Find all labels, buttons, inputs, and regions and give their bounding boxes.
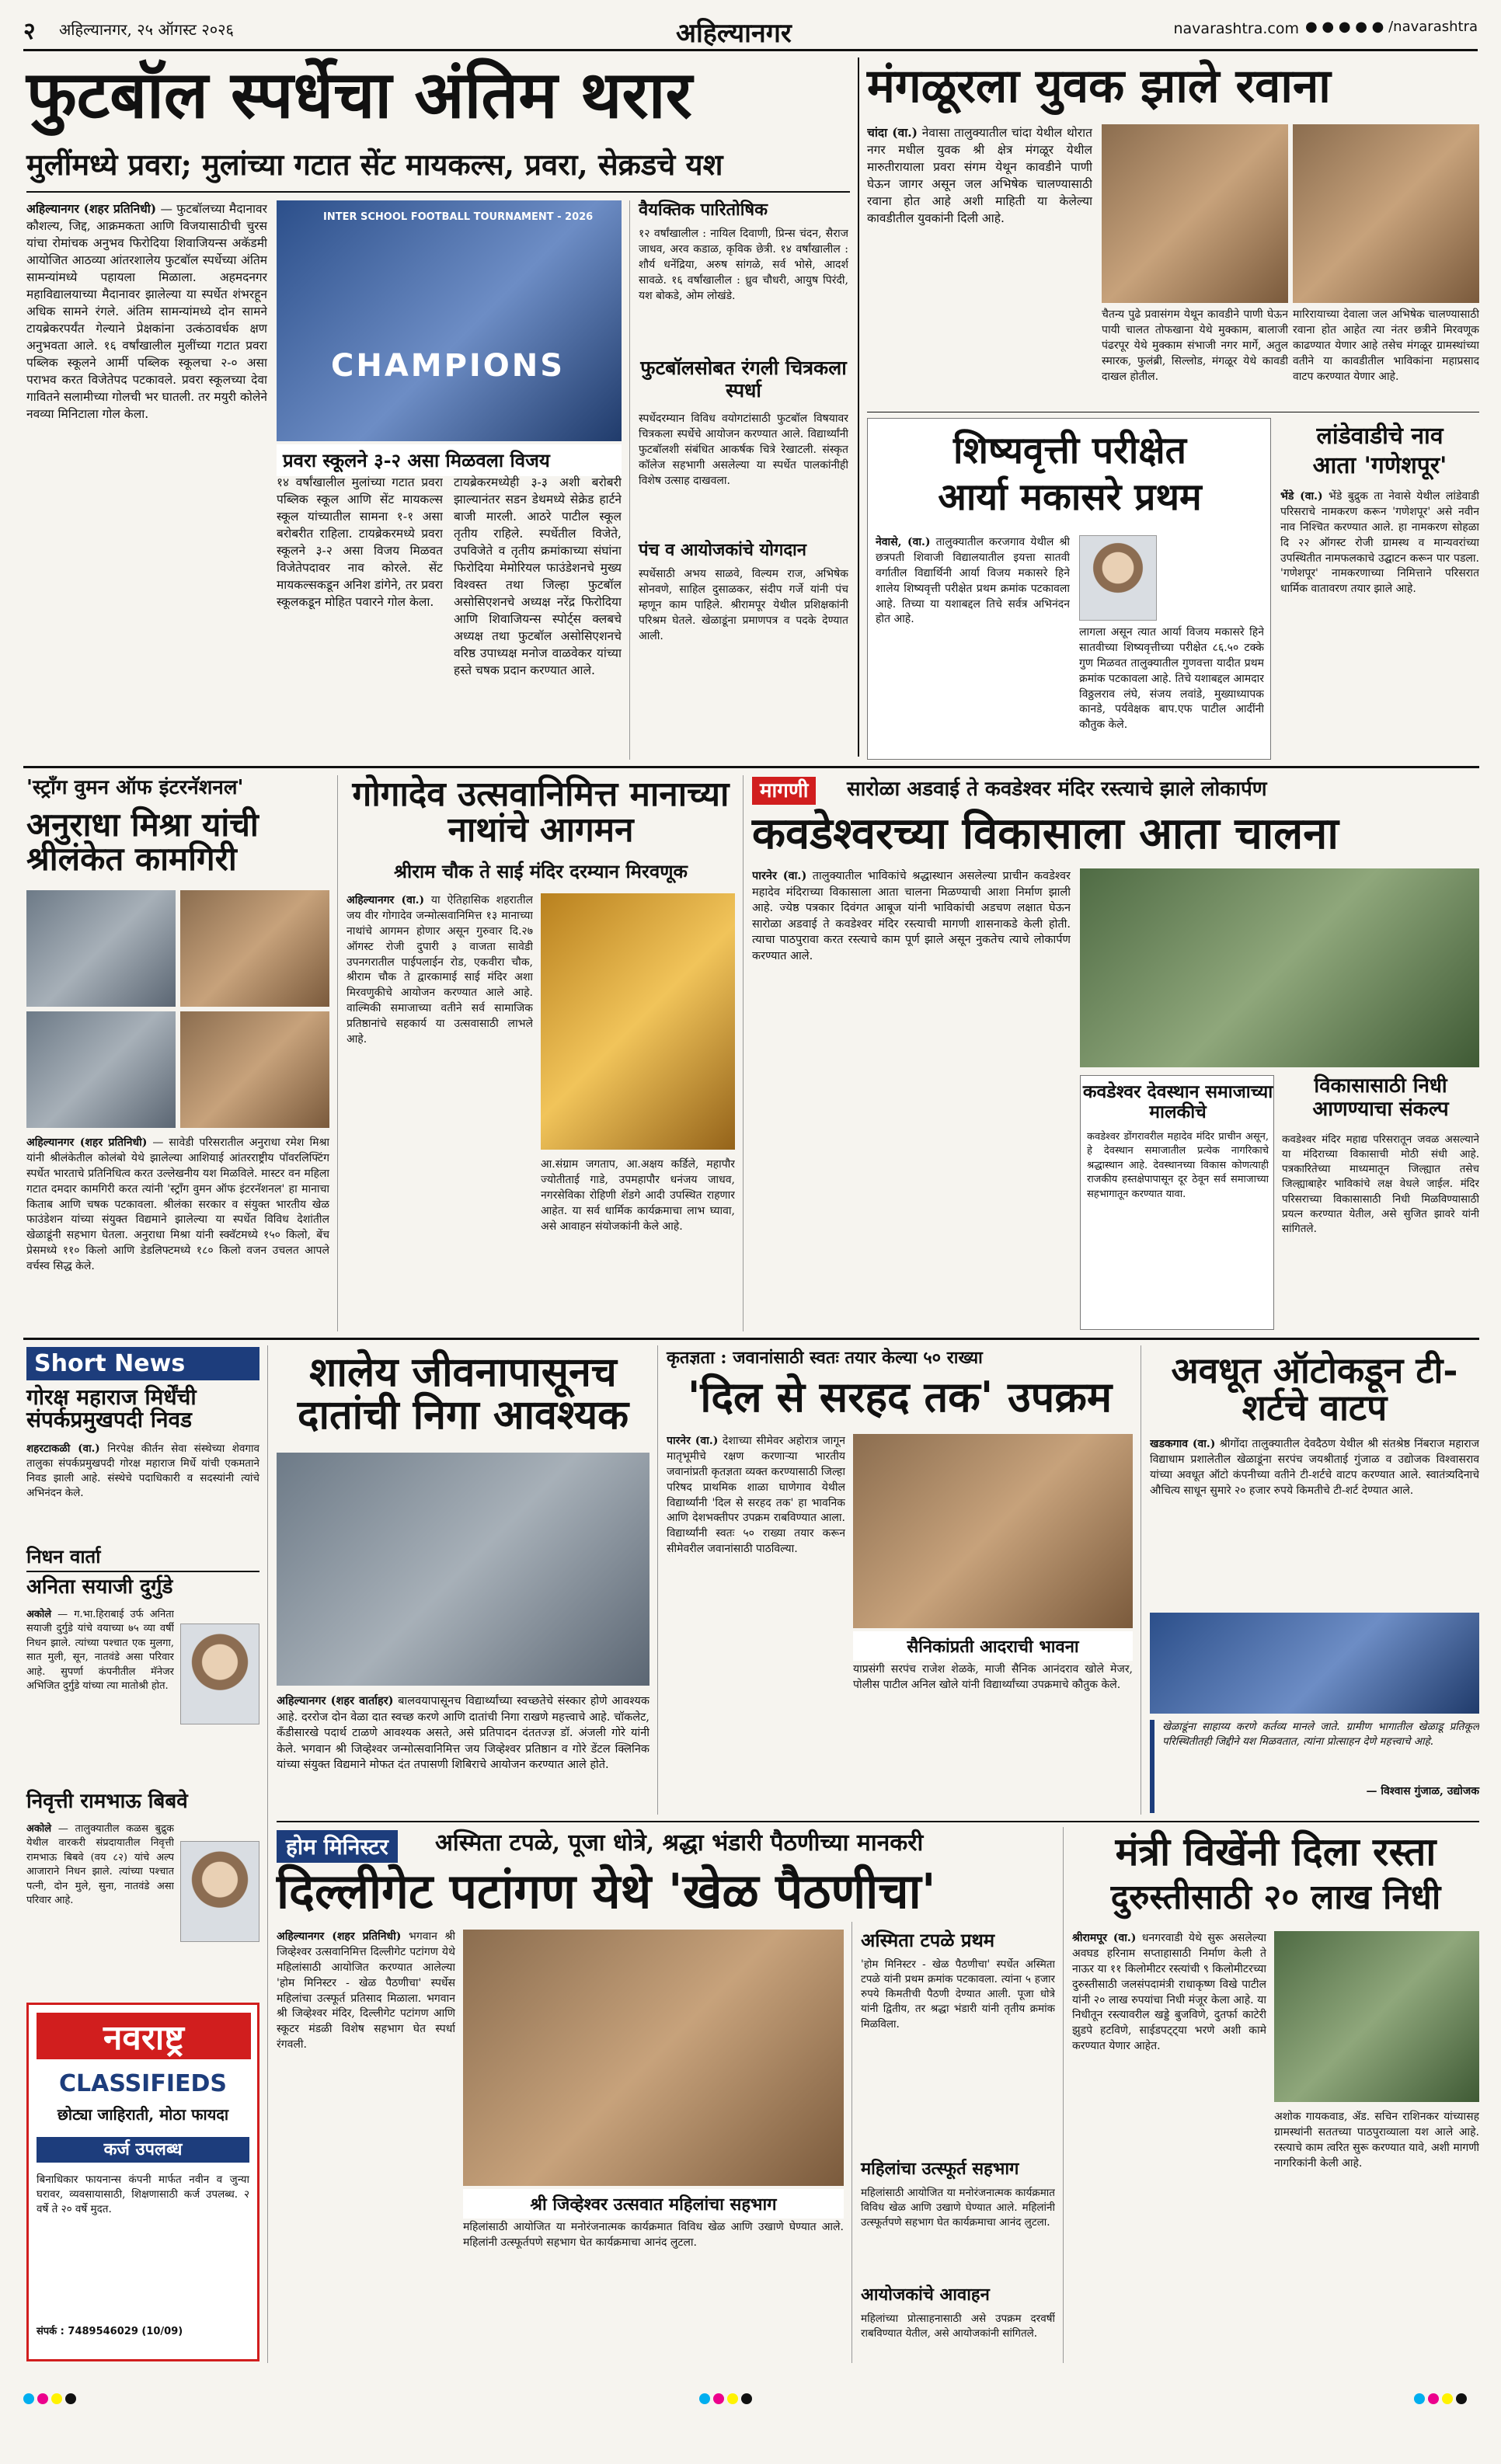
anuradha-photo-2 xyxy=(180,890,329,1007)
football-caption: प्रवरा स्कूलने ३-२ असा मिळवला विजय xyxy=(277,444,622,476)
page-number: २ xyxy=(23,18,36,45)
road-headline: मंत्री विखेंनी दिला रस्ता xyxy=(1115,1829,1437,1874)
awards-body: १२ वर्षांखालील : नायिल दिवाणी, प्रिन्स चंदन, सैराज जाधव, अरव कडाळ, कृविक छेत्री. १४ वर्षांखालील : शौर्य धनेंद्रिया, अरुष सांगळे, सर्व भोसे, आदर्श सावळे. १६ वर्षांखालील : ध्रुव चौधरी, आयुष पिरंदी, यश बोकडे, ओम लोखंडे. xyxy=(639,228,848,302)
divider xyxy=(337,775,338,1331)
mangalur-body-1: चांदा (वा.) नेवासा तालुक्यातील चांदा येथील थोरात नगर मधील युवक श्री क्षेत्र मंगळूर येथील मारुतीरायाला प्रवरा संगम येथून कावडीने पाणी घेऊन जागर असून जल अभिषेक चालण्यासाठी रवाना होत आहे अशी माहिती या केलेल्या कावडीतील युवकांनी दिली आहे. xyxy=(867,125,1092,225)
scholarship-headline-2: आर्या मकासरे प्रथम xyxy=(938,475,1202,519)
landewadi-headline-1: लांडेवाडीचे नाव xyxy=(1316,423,1444,450)
tshirt-quote-text: खेळाडूंना साहाय्य करणे कर्तव्य मानले जाते. ग्रामीण भागातील खेळाडू प्रतिकूल परिस्थितीतही जिद्दीने यश मिळवतात, त्यांना प्रोत्साहन देणे महत्त्वाचे आहे. xyxy=(1162,1721,1479,1749)
obituary-portrait-2 xyxy=(180,1841,259,1942)
football-body-2: १४ वर्षांखालील मुलांच्या गटात प्रवरा पब्लिक स्कूल आणि सेंट मायकल्स स्कूल यांच्यातील सामना १-१ असा बरोबरीत राहिला. टायब्रेकरमध्ये प्रवरा स्कूलने ३-२ असा विजय मिळवत विजेतेपदावर नाव कोरले. सेंट मायकल्सकडून अनिश डांगेने, तर प्रवरा स्कूलकडून मोहित पवारने गोल केला. xyxy=(277,475,443,609)
divider xyxy=(629,200,630,760)
mangalur-photo-2 xyxy=(1293,124,1479,303)
divider xyxy=(743,775,744,1331)
classifieds-box xyxy=(26,2003,259,2361)
road-photo xyxy=(1274,1931,1479,2102)
scholarship-portrait xyxy=(1079,535,1157,621)
classifieds-body: बिनाधिकार फायनान्स कंपनी मार्फत नवीन व जुन्या घरावर, व्यवसायासाठी, शिक्षणासाठी कर्ज उपलब्ध. २ वर्षे ते २० वर्षे मुदत. xyxy=(37,2173,249,2216)
obituary-name-2: निवृत्ती रामभाऊ बिबवे xyxy=(26,1790,188,1813)
appeal-body: महिलांच्या प्रोत्साहनासाठी असे उपक्रम दरवर्षी राबविण्यात येतील, असे आयोजकांनी सांगितले. xyxy=(861,2313,1055,2340)
fund-title: विकासासाठी निधी आणण्याचा संकल्प xyxy=(1312,1074,1449,1121)
temple-ownership-title: कवडेश्वर देवस्थान समाजाच्या मालकीचे xyxy=(1082,1081,1273,1123)
mangalur-photo-1 xyxy=(1102,124,1288,303)
obituary-body-2: अकोले — तालुक्यातील कळस बुद्रुक येथील वारकरी संप्रदायातील निवृत्ती रामभाऊ बिबवे (वय ८२) यांचे अल्प आजाराने निधन झाले. त्यांच्या पश्चात पत्नी, दोन मुले, सुना, नातवंडे असा परिवार आहे. xyxy=(26,1823,174,1907)
home-minister-body: अहिल्यानगर (शहर प्रतिनिधी) भगवान श्री जिव्हेश्वर उत्सवानिमित्त दिल्लीगेट पटांगण येथे महिलांसाठी आयोजित करण्यात आलेल्या 'होम मिनिस्टर - खेळ पैठणीचा' स्पर्धेस महिलांचा उत्स्फूर्त प्रतिसाद मिळाला. भगवान श्री जिव्हेश्वर मंदिर, दिल्लीगेट पटांगण आणि स्कूटर मंडळी विशेष सहभाग घेत स्पर्धा रंगवली. xyxy=(277,1930,455,2052)
tshirt-body: खडकगाव (वा.) श्रीगोंदा तालुक्यातील देवदैठण येथील श्री संतश्रेष्ठ निंबराज महाराज विद्याधाम प्रशालेतील खेळाडूंना सरपंच जयश्रीताई गुंजाळ व उद्योजक विश्वासराव यांच्या अवधूत ऑटो कंपनीच्या वतीने टी-शर्टचे वाटप करण्यात आले. स्वातंत्र्यदिनाचे औचित्य साधून सुमारे २० हजार रुपये किमतीचे टी-शर्ट देण्यात आले. xyxy=(1150,1438,1479,1497)
scholarship-headline-1: शिष्यवृत्ती परीक्षेत xyxy=(952,429,1187,472)
obituary-body-1: अकोले — ग.भा.हिराबाई उर्फ अनिता सयाजी दुर्गुडे यांचे वयाच्या ७५ व्या वर्षी निधन झाले. त्यांच्या पश्चात एक मुलगा, सात मुली, सून, नातवंडे असा परिवार आहे. सुपर्णा कंपनीतील मॅनेजर अभिजित दुर्गुडे यांच्या त्या मातोश्री होत. xyxy=(26,1609,174,1693)
home-minister-body-2: महिलांसाठी आयोजित या मनोरंजनात्मक कार्यक्रमात विविध खेळ आणि उखाणे घेण्यात आले. महिलांनी उत्स्फूर्तपणे सहभाग घेत कार्यक्रमाचा आनंद लुटला. xyxy=(463,2221,844,2249)
football-body-3: टायब्रेकरमध्येही ३-३ अशी बरोबरी झाल्यानंतर सडन डेथमध्ये सेक्रेड हार्टने बाजी मारली. आठरे पाटील स्कूल तृतीय राहिले. स्पर्धेतील विजेते, उपविजेते व तृतीय क्रमांकाच्या संघांना फिरोदिया मेमोरियल फाउंडेशनचे मुख्य विश्वस्त तथा जिल्हा फुटबॉल असोसिएशनचे अध्यक्ष नरेंद्र फिरोदिया आणि शिवाजियन्स स्पोर्ट्स क्लबचे अध्यक्ष तथा फुटबॉल असोसिएशनचे वरिष्ठ उपाध्यक्ष मनोज वाळवेकर यांच्या हस्ते चषक प्रदान करण्यात आले. xyxy=(454,475,622,677)
divider xyxy=(267,1345,268,2363)
tshirt-photo xyxy=(1150,1613,1479,1714)
school-photo xyxy=(277,1453,650,1686)
scholarship-body-2: लागला असून त्यात आर्या विजय मकासरे हिने सातवीच्या शिष्यवृत्तीच्या परीक्षेत ८६.५० टक्के गुण मिळवत तालुक्यातील गुणवत्ता यादीत प्रथम क्रमांक पटकावला आहे. तिचे यशाबद्दल आमदार विठ्ठलराव लंघे, संजय लवांडे, मुख्याध्यापक कानडे, पर्यवेक्षक बाप.एफ पाटील आदींनी कौतुक केले. xyxy=(1079,626,1264,732)
kawadeshwar-headline: कवडेश्वरच्या विकासाला आता चालना xyxy=(752,808,1339,859)
registration-marks xyxy=(1414,2393,1470,2407)
football-subhead: मुलींमध्ये प्रवरा; मुलांच्या गटात सेंट मायकल्स, प्रवरा, सेक्रडचे यश xyxy=(26,147,723,182)
participation-body: महिलांसाठी आयोजित या मनोरंजनात्मक कार्यक्रमात विविध खेळ आणि उखाणे घेण्यात आले. महिलांनी उत्स्फूर्तपणे सहभाग घेत कार्यक्रमाचा आनंद लुटला. xyxy=(861,2187,1055,2229)
scholarship-box xyxy=(867,418,1271,760)
home-minister-tag: होम मिनिस्टर xyxy=(277,1830,398,1863)
gogadev-body: अहिल्यानगर (वा.) या ऐतिहासिक शहरातील जय वीर गोगादेव जन्मोत्सवानिमित्त १३ मानाच्या नाथांचे आगमन होणार असून गुरुवार दि.२७ ऑगस्ट रोजी दुपारी ३ वाजता सावेडी उपनगरातील पाईपलाईन रोड, एकवीरा चौक, श्रीराम चौक ते द्वारकामाई साई मंदिर अशा मिरवणुकीचे आयोजन करण्यात आले आहे. वाल्मिकी समाजाच्या वतीने सर्व सामाजिक प्रतिष्ठानांचे सहकार्य या उत्सवासाठी लाभले आहे. xyxy=(347,894,533,1046)
section-divider xyxy=(277,1821,1479,1822)
scholarship-body-1: नेवासे, (वा.) तालुक्यातील करजगाव येथील श्री छत्रपती शिवाजी विद्यालयातील इयत्ता सातवी वर्गातील विद्यार्थिनी आर्या विजय मकासरे हिने शालेय शिष्यवृत्ती परीक्षेत प्रथम क्रमांक पटकावला आहे. तिच्या या यशाबद्दल तिचे सर्वत्र अभिनंदन होत आहे. xyxy=(876,536,1070,626)
dilse-photo xyxy=(853,1434,1133,1628)
divider xyxy=(858,57,859,757)
demand-tag: मागणी xyxy=(752,777,816,805)
mangalur-body-3: मारिरायाच्या देवाला जल अभिषेक चालण्यासाठी रवाना होत आहेत त्या नंतर छत्रीने मिरवणूक काढण्यात येणार आहे तसेच मंगळूर ग्रामस्थांच्या वतीने या कावडीतील भाविकांना महाप्रसाद वाटप करण्यात येणार आहे. xyxy=(1293,308,1479,383)
classifieds-word: CLASSIFIEDS xyxy=(58,2070,228,2097)
referees-body: स्पर्धेसाठी अभय साळवे, विल्यम राज, अभिषेक सोनवणे, साहिल दुसाळकर, संदीप गर्जे यांनी पंच म्हणून काम पाहिले. श्रीरामपूर येथील प्रशिक्षकांनी परिश्रम घेतले. खेळाडूंना प्रमाणपत्र व पदके देण्यात आली. xyxy=(639,568,848,642)
fund-body: कवडेश्वर मंदिर महाद्य परिसरातून जवळ असल्याने या मंदिराच्या विकासाची मोठी संधी आहे. पत्रकारितेच्या माध्यमातून जिल्ह्यात तसेच जिल्ह्याबाहेर भाविकांचे लक्ष वेधले जाईल. मंदिर परिसराच्या विकासासाठी निधी मिळविण्यासाठी प्रयत्न करण्यात येतील, असे सुजित झावरे यांनी सांगितले. xyxy=(1282,1133,1479,1235)
page-header xyxy=(23,11,1478,51)
anuradha-headline: अनुराधा मिश्रा यांची श्रीलंकेत कामगिरी xyxy=(26,806,259,879)
home-minister-photo xyxy=(463,1930,844,2186)
dilse-body-2: याप्रसंगी सरपंच राजेश शेळके, माजी सैनिक आनंदराव खोले मेजर, पोलीस पाटील अनिल खोले यांनी विद्यार्थ्यांच्या उपक्रमाचे कौतुक केले. xyxy=(853,1663,1133,1691)
participation-title: महिलांचा उत्स्फूर्त सहभाग xyxy=(861,2159,1019,2179)
kawadeshwar-kicker: सारोळा अडवाई ते कवडेश्वर मंदिर रस्त्याचे झाले लोकार्पण xyxy=(847,778,1267,801)
home-minister-kicker: अस्मिता टपळे, पूजा धोत्रे, श्रद्धा भंडारी पैठणीच्या मानकरी xyxy=(435,1829,924,1857)
mangalur-headline: मंगळूरला युवक झाले रवाना xyxy=(867,59,1331,113)
home-minister-caption: श्री जिव्हेश्वर उत्सवात महिलांचा सहभाग xyxy=(463,2189,844,2219)
divider xyxy=(657,1345,658,1815)
winner-body: 'होम मिनिस्टर - खेळ पैठणीचा' स्पर्धेत अस्मिता टपळे यांनी प्रथम क्रमांक पटकावला. त्यांना ५ हजार रुपये किमतीची पैठणी देण्यात आली. पूजा धोत्रे यांनी द्वितीय, तर श्रद्धा भंडारी यांनी तृतीय क्रमांक मिळविला. xyxy=(861,1958,1055,2031)
social-handle[interactable]: ● ● ● ● ● /navarashtra xyxy=(1304,19,1478,35)
anuradha-photo-1 xyxy=(26,890,176,1007)
school-headline: शालेय जीवनापासूनच दातांची निगा आवश्यक xyxy=(297,1349,629,1439)
referees-title: पंच व आयोजकांचे योगदान xyxy=(639,540,806,560)
road-subhead: दुरुस्तीसाठी २० लाख निधी xyxy=(1110,1878,1441,1917)
anuradha-photo-3 xyxy=(26,1011,176,1128)
dilse-headline: 'दिल से सरहद तक' उपक्रम xyxy=(687,1372,1113,1422)
dilse-kicker: कृतज्ञता : जवानांसाठी स्वतः तयार केल्या ५० राख्या xyxy=(667,1348,983,1368)
dilse-caption: सैनिकांप्रती आदराची भावना xyxy=(853,1631,1133,1661)
obituary-section: निधन वार्ता xyxy=(26,1546,259,1572)
football-headline: फुटबॉल स्पर्धेचा अंतिम थरार xyxy=(26,56,692,133)
registration-marks xyxy=(699,2393,755,2407)
tshirt-quote-by: — विश्वास गुंजाळ, उद्योजक xyxy=(1366,1785,1479,1798)
short-news-headline: गोरक्ष महाराज मिर्धेंची संपर्कप्रमुखपदी निवड xyxy=(26,1384,197,1433)
obituary-name-1: अनिता सयाजी दुर्गुडे xyxy=(26,1575,173,1599)
landewadi-body: भेंडे (वा.) भेंडे बुद्रुक ता नेवासे येथील लांडेवाडी परिसराचे नामकरण करून 'गणेशपूर' असे नवीन नाव निश्चित करण्यात आले. हा नामकरण सोहळा दि २२ ऑगस्ट रोजी ग्रामस्थ व मान्यवरांच्या उपस्थितीत नामफलकाचे उद्घाटन करून पार पडला. 'गणेशपूर' नामकरणाच्या निमित्ताने परिसरात धार्मिक वातावरण तयार झाले आहे. xyxy=(1280,490,1479,596)
gogadev-subhead: श्रीराम चौक ते साई मंदिर दरम्यान मिरवणूक xyxy=(394,860,688,882)
site-link[interactable]: navarashtra.com xyxy=(1173,20,1299,37)
edition-city: अहिल्यानगर xyxy=(676,18,792,49)
divider xyxy=(26,191,850,193)
classifieds-tagline: छोट्या जाहिराती, मोठा फायदा xyxy=(57,2105,229,2124)
temple-ownership-body: कवडेश्वर डोंगरावरील महादेव मंदिर प्राचीन असून, हे देवस्थान समाजातील प्रत्येक नागरिकाचे श्रद्धास्थान आहे. देवस्थानच्या विकास कोणत्याही राजकीय हस्तक्षेपापासून दूर ठेवून सर्व समाजाच्या सहभागातून करण्यात यावा. xyxy=(1087,1131,1269,1200)
football-photo xyxy=(277,200,622,441)
dilse-body: पारनेर (वा.) देशाच्या सीमेवर अहोरात्र जागून मातृभूमीचे रक्षण करणाऱ्या भारतीय जवानांप्रती कृतज्ञता व्यक्त करण्यासाठी जिल्हा परिषद प्राथमिक शाळा घाणेगाव येथील विद्यार्थ्यांनी 'दिल से सरहद तक' हा भावनिक आणि देशभक्तीपर उपक्रम राबविण्यात आला. विद्यार्थ्यांनी स्वतः ५० राख्या तयार करून सीमेवरील जवानांसाठी पाठविल्या. xyxy=(667,1435,845,1556)
short-news-label: Short News xyxy=(26,1347,259,1380)
road-body-2: अशोक गायकवाड, ॲड. सचिन राशिनकर यांच्यासह ग्रामस्थांनी सततच्या पाठपुराव्याला यश आले आहे. रस्त्याचे काम त्वरित सुरू करण्यात यावे, अशी मागणी नागरिकांनी केली आहे. xyxy=(1274,2111,1479,2170)
winner-title: अस्मिता टपळे प्रथम xyxy=(861,1929,995,1951)
road-body: श्रीरामपूर (वा.) धनगरवाडी येथे सुरू असलेल्या अवघड हरिनाम सप्ताहासाठी निर्माण केली ते नाऊर या ११ किलोमीटर रस्त्यांची ९ किलोमीटरच्या दुरुस्तीसाठी जलसंपदामंत्री राधाकृष्ण विखे पाटील यांनी २० लाख रुपयांचा निधी मंजूर केला आहे. या निधीतून रस्त्यावरील खड्डे बुजविणे, दुतर्फा काटेरी झुडपे हटविणे, साईडपट्ट्या भरणे अशी कामे करण्यात येणार आहेत. xyxy=(1072,1932,1266,2053)
social-icons: ● ● ● ● ● xyxy=(1304,19,1389,35)
short-news-body: शहरटाकळी (वा.) निरपेक्ष कीर्तन सेवा संस्थेच्या शेवगाव तालुका संपर्कप्रमुखपदी गोरक्ष महाराज मिर्धे यांची एकमताने निवड झाली आहे. संस्थेचे पदाधिकारी व सदस्यांनी त्यांचे अभिनंदन केले. xyxy=(26,1443,259,1500)
school-body: अहिल्यानगर (शहर वार्ताहर) बालवयापासूनच विद्यार्थ्यांच्या स्वच्छतेचे संस्कार होणे आवश्यक आहे. दररोज दोन वेळा दात स्वच्छ करणे आणि दातांची निगा राखणे महत्त्वाचे आहे. चॉकलेट, कँडीसारखे पदार्थ टाळणे आवश्यक असते, असे प्रतिपादन दंततज्ज्ञ डॉ. अंजली गोरे यांनी केले. भगवान श्री जिव्हेश्वर जन्मोत्सवानिमित्त जय जिव्हेश्वर प्रतिष्ठान व गोरे डेंटल क्लिनिक यांच्या संयुक्त विद्यमाने मोफत दंत तपासणी शिबिराचे आयोजन करण्यात आले होते. xyxy=(277,1694,650,1772)
photo-champions: CHAMPIONS xyxy=(331,348,566,384)
kawadeshwar-body: पारनेर (वा.) तालुक्यातील भाविकांचे श्रद्धास्थान असलेल्या प्राचीन कवडेश्वर महादेव मंदिराच्या विकासाला आता चालना मिळण्याची आशा निर्माण झाली आहे. ज्येष्ठ पत्रकार दिवंगत आबूज यांनी भाविकांची अडचण लक्षात घेऊन सारोळा अडवाई ते कवडेश्वर मंदिर रस्त्याची मागणी शासनाकडे केली होती. त्याचा पाठपुरावा करत रस्त्याचे काम पूर्ण झाले असून नुकतेच त्याचे लोकार्पण करण्यात आले. xyxy=(752,869,1071,962)
appeal-title: आयोजकांचे आवाहन xyxy=(861,2285,990,2305)
anuradha-body: अहिल्यानगर (शहर प्रतिनिधी) — सावेडी परिसरातील अनुराधा रमेश मिश्रा यांनी श्रीलंकेतील कोलंबो येथे झालेल्या आशियाई आंतरराष्ट्रीय पॉवरलिफ्टिंग स्पर्धेत भारताचे प्रतिनिधित्व करत उल्लेखनीय यश मिळविले. मास्टर वन महिला गटात दमदार कामगिरी करत त्यांनी 'स्ट्रॉंग वुमन ऑफ इंटरनॅशनल' हा मानाचा किताब आणि चषक पटकावला. श्रीलंका सरकार व संयुक्त भारतीय खेळ फाउंडेशन यांच्या संयुक्त विद्यमाने झालेल्या या स्पर्धेत विविध देशांतील खेळाडूंनी सहभाग घेतला. अनुराधा मिश्रा यांनी स्क्वॅटमध्ये १५० किलो, बेंच प्रेसमध्ये ११० किलो आणि डेडलिफ्टमध्ये १८० किलो वजन उचलत आपले वर्चस्व सिद्ध केले. xyxy=(26,1136,329,1272)
loan-heading: कर्ज उपलब्ध xyxy=(37,2137,249,2163)
tshirt-quote xyxy=(1150,1720,1479,1813)
section-divider xyxy=(23,1338,1479,1340)
photo-banner: INTER SCHOOL FOOTBALL TOURNAMENT - 2026 xyxy=(323,211,594,223)
obituary-portrait-1 xyxy=(180,1624,259,1724)
temple-ownership-box xyxy=(1080,1075,1274,1330)
mangalur-body-2: चैतन्य पुढे प्रवासंगम येथून कावडीने पाणी घेऊन पायी चालत तोफखाना येथे मुक्काम, बालाजी पंढरपूर येथे मुक्काम संभाजी नगर मार्गे, अतुल स्मारक, फुलंब्री, सिल्लोड, मंगळूर येथे कावडी दाखल होतील. xyxy=(1102,308,1288,383)
divider xyxy=(851,1922,852,2363)
drawing-body: स्पर्धेदरम्यान विविध वयोगटांसाठी फुटबॉल विषयावर चित्रकला स्पर्धेचे आयोजन करण्यात आले. विद्यार्थ्यांनी फुटबॉलशी संबंधित आकर्षक चित्रे रेखाटली. संस्कृत कॉलेज सहभागी असलेल्या या स्पर्धेत पालकांनीही विशेष उत्साह दाखवला. xyxy=(639,412,848,487)
tshirt-headline: अवधूत ऑटोकडून टी-शर्टचे वाटप xyxy=(1171,1349,1458,1429)
anuradha-kicker: 'स्ट्रॉंग वुमन ऑफ इंटरनॅशनल' xyxy=(26,776,244,799)
awards-title: वैयक्तिक पारितोषिक xyxy=(639,200,768,220)
section-divider xyxy=(23,766,1479,768)
registration-marks xyxy=(23,2393,79,2407)
home-minister-headline: दिल्लीगेट पटांगण येथे 'खेळ पैठणीचा' xyxy=(277,1863,936,1919)
landewadi-headline-2: आता 'गणेशपूर' xyxy=(1312,452,1447,479)
anuradha-photo-4 xyxy=(180,1011,329,1128)
gogadev-illustration xyxy=(541,893,735,1150)
divider xyxy=(1063,1827,1064,2363)
kawadeshwar-photo xyxy=(1080,868,1479,1067)
classifieds-phone[interactable]: संपर्क : 7489546029 (10/09) xyxy=(37,2326,183,2337)
page-date: अहिल्यानगर, २५ ऑगस्ट २०२६ xyxy=(59,20,234,39)
classifieds-brand: नवराष्ट्र xyxy=(37,2013,251,2059)
gogadev-body-2: आ.संग्राम जगताप, आ.अक्षय कर्डिले, महापौर ज्योतीताई गाडे, उपमहापौर धनंजय जाधव, नगरसेविका रोहिणी शेंडगे आदी उपस्थित राहणार आहेत. या सर्व धार्मिक कार्यक्रमाचा लाभ घ्यावा, असे आवाहन संयोजकांनी केले आहे. xyxy=(541,1158,735,1233)
drawing-title: फुटबॉलसोबत रंगली चित्रकला स्पर्धा xyxy=(640,357,847,402)
gogadev-headline: गोगादेव उत्सवानिमित्त मानाच्या नाथांचे आगमन xyxy=(352,774,730,851)
football-body-1: अहिल्यानगर (शहर प्रतिनिधी) — फुटबॉलच्या मैदानावर कौशल्य, जिद्द, आक्रमकता आणि विजयासाठीची चुरस यांचा रोमांचक अनुभव फिरोदिया शिवाजियन्स अकॅडमी आयोजित आठव्या आंतरशालेय फुटबॉल स्पर्धेच्या अंतिम सामन्यांमध्ये पहायला मिळाला. अहमदनगर महाविद्यालयाच्या मैदानावर झालेल्या या स्पर्धेत शंभरहून अधिक सामने रंगले. अंतिम सामन्यांमध्ये दोन सामने टायब्रेकरपर्यंत गेल्याने प्रेक्षकांना उत्कंठावर्धक क्षण अनुभवता आले. १६ वर्षांखालील मुलींच्या गटात प्रवरा पब्लिक स्कूलने आर्मी पब्लिक स्कूलचा २-० असा पराभव करत विजेतेपद पटकावले. प्रवरा स्कूलच्या देवा गावितने सलामीच्या गोलची भर घातली. तर मयुरी कोलेने नवव्या मिनिटाला गोल केला. xyxy=(26,201,267,421)
